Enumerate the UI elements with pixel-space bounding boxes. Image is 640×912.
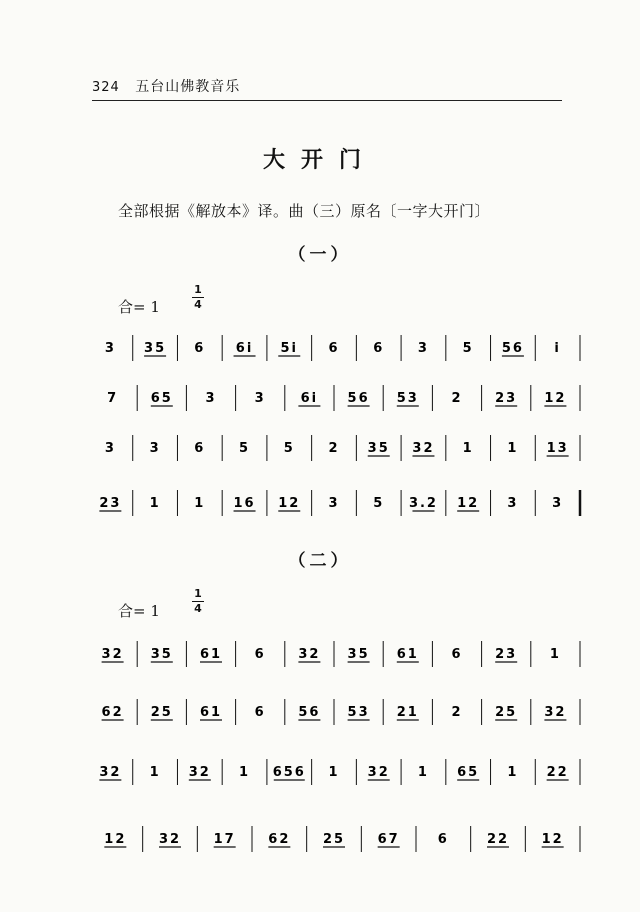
measure-notes: 32 xyxy=(158,832,182,847)
measure-notes: 3 xyxy=(254,391,266,406)
measure-notes: 12 xyxy=(544,391,567,406)
measure-notes: 23 xyxy=(99,496,122,511)
measure-notes: 23 xyxy=(495,647,518,662)
measure-notes: 16 xyxy=(233,496,256,511)
measure-notes: 12 xyxy=(457,496,480,511)
piece-title: 大开门 xyxy=(262,148,377,173)
measure-notes: 6 xyxy=(194,441,206,456)
measure-notes: 6i xyxy=(300,391,319,406)
key-text: 合= 1 xyxy=(118,602,160,620)
measure-notes: 21 xyxy=(396,705,419,720)
measure-notes: 23 xyxy=(495,391,518,406)
measure-notes: 25 xyxy=(322,832,346,847)
measure-notes: 25 xyxy=(495,705,518,720)
measure-notes: 61 xyxy=(199,647,223,662)
measure-notes: 6 xyxy=(451,647,463,662)
measure-notes: 1 xyxy=(549,647,561,662)
measure-notes: 56 xyxy=(501,341,524,356)
measure-notes: 1 xyxy=(328,765,340,780)
measure-notes: 17 xyxy=(213,832,236,847)
measure-notes: 2 xyxy=(451,705,463,720)
measure-notes: 2 xyxy=(451,391,463,406)
measure-notes: 6 xyxy=(373,341,385,356)
measure-notes: 5 xyxy=(373,496,385,511)
measure-notes: 3 xyxy=(205,391,217,406)
measure-notes: 3 xyxy=(149,441,161,456)
time-signature: 1 4 xyxy=(192,284,204,311)
measure-notes: 32 xyxy=(544,705,567,720)
measure-notes: 32 xyxy=(367,765,390,780)
measure-notes: 22 xyxy=(486,832,510,847)
measure-notes: 56 xyxy=(347,391,370,406)
measure-notes: 61 xyxy=(396,647,419,662)
measure-notes: 13 xyxy=(546,441,569,456)
measure-notes: 22 xyxy=(546,765,569,780)
measure-notes: 56 xyxy=(298,705,321,720)
measure-notes: 5 xyxy=(462,341,474,356)
measure-notes: 61 xyxy=(199,705,223,720)
measure-notes: 35 xyxy=(144,341,167,356)
measure-notes: 32 xyxy=(101,647,124,662)
measure-notes: 32 xyxy=(188,765,211,780)
measure-notes: 1 xyxy=(149,765,161,780)
measure-notes: 3 xyxy=(104,441,116,456)
measure-notes: 3 xyxy=(417,341,429,356)
measure-notes: 1 xyxy=(507,765,519,780)
measure-notes: 1 xyxy=(194,496,206,511)
measure-notes: 12 xyxy=(104,832,127,847)
measure-notes: 65 xyxy=(457,765,480,780)
time-signature: 1 4 xyxy=(192,588,204,615)
measure-notes: 6 xyxy=(328,341,340,356)
measure-notes: 1 xyxy=(462,441,474,456)
measure-notes: 6i xyxy=(235,341,254,356)
measure-notes: 2 xyxy=(328,441,340,456)
measure-notes: 7 xyxy=(107,391,119,406)
measure-notes: 65 xyxy=(150,391,173,406)
measure-notes: 5i xyxy=(280,341,299,356)
measure-notes: 5 xyxy=(283,441,295,456)
measure-notes: 35 xyxy=(150,647,173,662)
measure-notes: 1 xyxy=(239,765,251,780)
measure-notes: 6 xyxy=(437,832,449,847)
measure-notes: 32 xyxy=(298,647,321,662)
measure-notes: 12 xyxy=(278,496,301,511)
measure-notes: 32 xyxy=(99,765,122,780)
page-number: 324 xyxy=(92,80,120,95)
measure-notes: 53 xyxy=(396,391,419,406)
subtitle-note: 全部根据《解放本》译。曲（三）原名〔一字大开门〕 xyxy=(118,202,491,220)
measure-notes: 6 xyxy=(254,705,266,720)
measure-notes: 67 xyxy=(377,832,400,847)
measure-notes: 62 xyxy=(101,705,124,720)
measure-notes: 3.2 xyxy=(408,496,438,511)
section-label-1: （一） xyxy=(288,245,352,265)
measure-notes: 53 xyxy=(347,705,370,720)
measure-notes: 12 xyxy=(541,832,564,847)
measure-notes: 35 xyxy=(347,647,370,662)
measure-notes: 5 xyxy=(239,441,251,456)
measure-notes: 656 xyxy=(272,765,306,780)
measure-notes: 1 xyxy=(417,765,429,780)
measure-notes: 6 xyxy=(254,647,266,662)
measure-notes: 35 xyxy=(367,441,390,456)
key-text: 合= 1 xyxy=(118,298,160,316)
measure-notes: 3 xyxy=(104,341,116,356)
measure-notes: 62 xyxy=(268,832,291,847)
measure-notes: 32 xyxy=(412,441,435,456)
measure-notes: 1 xyxy=(507,441,519,456)
measure-notes: 6 xyxy=(194,341,206,356)
measure-notes: 3 xyxy=(552,496,564,511)
measure-notes: 25 xyxy=(150,705,173,720)
section-label-2: （二） xyxy=(288,551,352,571)
measure-notes: 1 xyxy=(149,496,161,511)
measure-notes: i xyxy=(554,341,561,356)
measure-notes: 3 xyxy=(507,496,519,511)
measure-notes: 3 xyxy=(328,496,340,511)
book-title: 五台山佛教音乐 xyxy=(135,79,241,95)
